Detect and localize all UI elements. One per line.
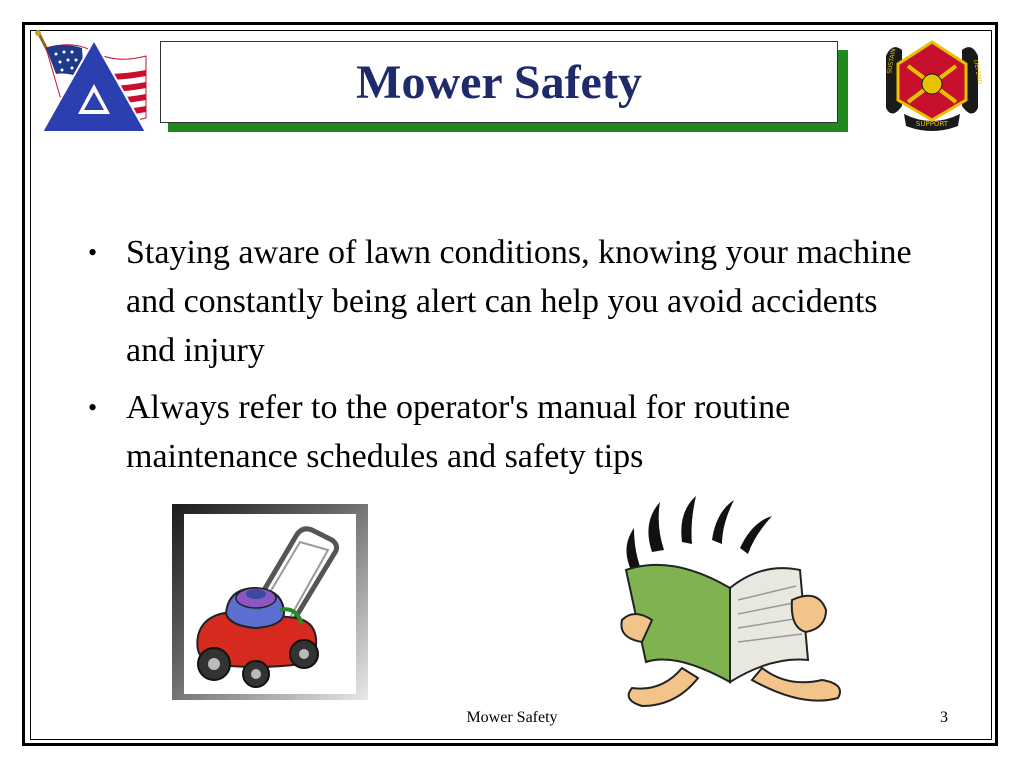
bullet-text-1: Staying aware of lawn conditions, knowing your machine and constantly being alert can help you avoid accidents and injury: [126, 234, 912, 369]
slide-title: Mower Safety: [356, 55, 642, 109]
bullet-dot: •: [88, 393, 98, 422]
lawn-mower-clipart-icon: [184, 514, 356, 694]
title-box: [160, 41, 838, 123]
bullet-text-2: Always refer to the operator's manual for routine maintenance schedules and safety tips: [126, 389, 791, 475]
emblem-defend-text: DEFEND: [972, 59, 984, 85]
lawn-mower-clipart-frame: [172, 504, 368, 700]
emblem-sustain-text: SUSTAIN: [886, 47, 898, 75]
person-reading-manual-clipart-icon: [612, 492, 862, 712]
sustain-support-defend-emblem-icon: [880, 36, 984, 132]
bullet-dot: •: [88, 238, 98, 267]
emblem-support-text: SUPPORT: [915, 120, 949, 128]
page-number: 3: [940, 709, 948, 726]
footer-title: Mower Safety: [466, 709, 558, 726]
bullet-item-1: [88, 228, 928, 375]
bullet-item-2: [88, 383, 928, 481]
flag-triangle-logo-icon: [34, 30, 152, 138]
bullet-list: [88, 228, 928, 489]
svg-text:SUPPORT: [916, 120, 949, 128]
